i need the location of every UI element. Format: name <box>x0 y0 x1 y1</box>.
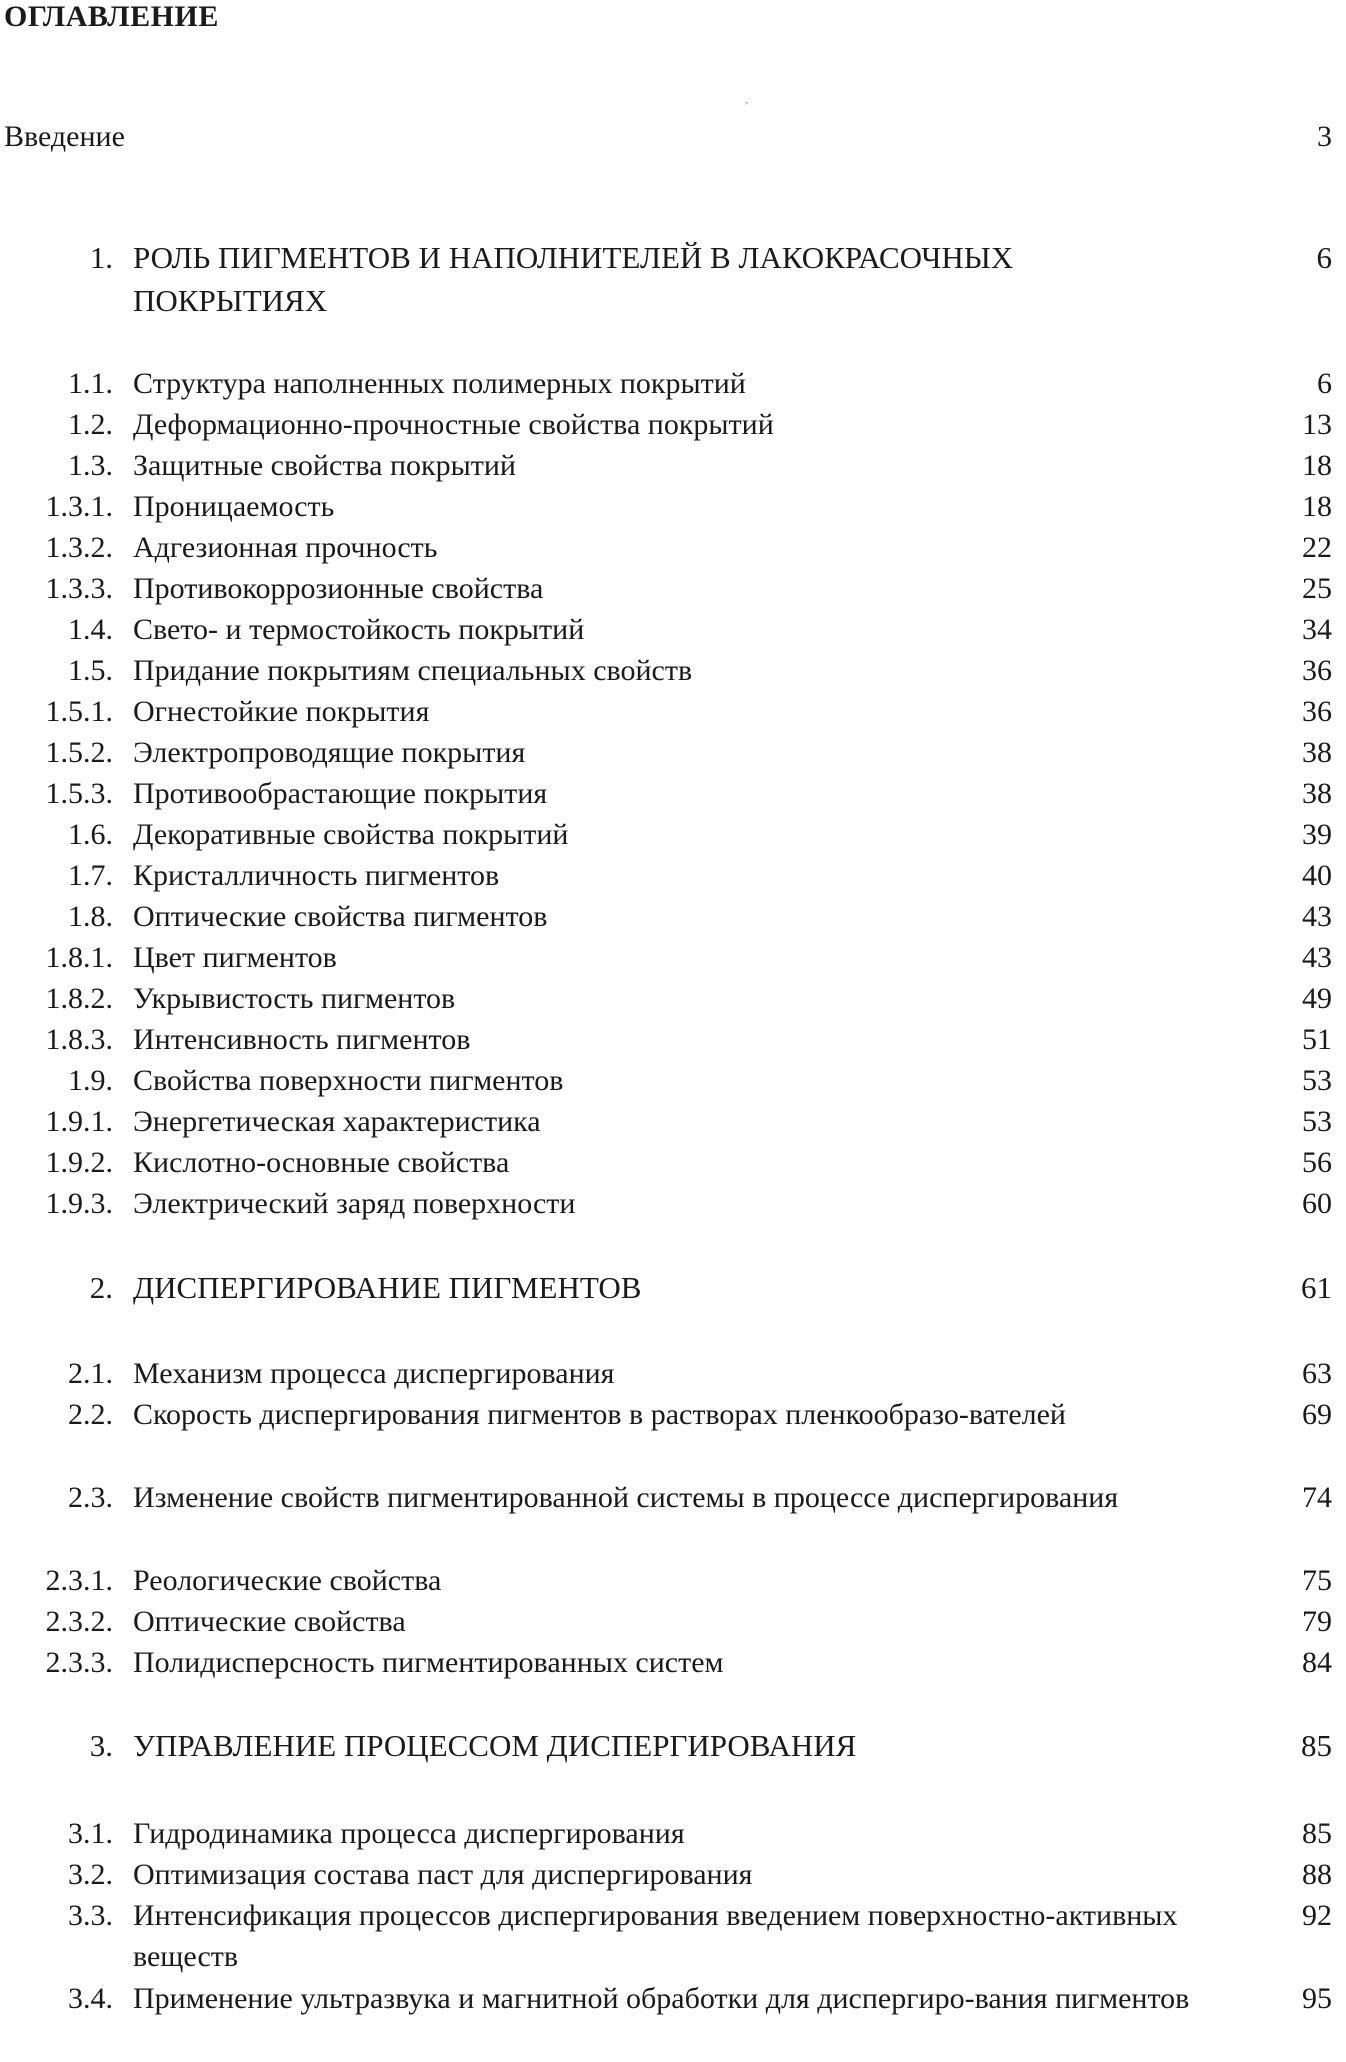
toc-entry-page: 53 <box>1302 1105 1332 1138</box>
toc-entry-page: 18 <box>1302 449 1332 482</box>
toc-entry-title: ДИСПЕРГИРОВАНИЕ ПИГМЕНТОВ <box>133 1270 642 1305</box>
toc-entry-page: 92 <box>1302 1899 1332 1932</box>
toc-entry-number: 1.8.1. <box>45 941 113 974</box>
toc-entry-number: 3.2. <box>68 1858 113 1891</box>
toc-entry-title: Цвет пигментов <box>133 941 337 974</box>
toc-entry-number: 1.2. <box>68 408 113 441</box>
toc-entry-title: Проницаемость <box>133 490 335 523</box>
toc-entry-title: УПРАВЛЕНИЕ ПРОЦЕССОМ ДИСПЕРГИРОВАНИЯ <box>133 1728 857 1763</box>
toc-entry-number: 2.1. <box>68 1357 113 1390</box>
toc-entry-title: Противокоррозионные свойства <box>133 572 544 605</box>
toc-entry-page: 36 <box>1302 654 1332 687</box>
toc-entry-page: 6 <box>1317 367 1332 400</box>
toc-entry-title: Полидисперсность пигментированных систем <box>133 1646 724 1679</box>
toc-entry-number: 1.7. <box>68 859 113 892</box>
toc-entry-page: 56 <box>1302 1146 1332 1179</box>
toc-entry-number: 1.8.2. <box>45 982 113 1015</box>
toc-entry-page: 69 <box>1302 1398 1332 1431</box>
page-title: ОГЛАВЛЕНИЕ <box>4 0 219 33</box>
toc-entry-title: Введение <box>4 120 125 153</box>
toc-entry-number: 3. <box>89 1728 113 1763</box>
toc-entry-title: Кислотно-основные свойства <box>133 1146 510 1179</box>
toc-entry-number: 1. <box>89 240 113 275</box>
toc-entry-page: 40 <box>1302 859 1332 892</box>
toc-entry-page: 60 <box>1302 1187 1332 1220</box>
toc-entry-number: 2.2. <box>68 1398 113 1431</box>
toc-entry-number: 1.9.3. <box>45 1187 113 1220</box>
toc-entry-number: 1.9.2. <box>45 1146 113 1179</box>
toc-entry-page: 74 <box>1302 1481 1332 1514</box>
toc-entry-number: 3.4. <box>68 1982 113 2015</box>
toc-entry-title: Оптические свойства пигментов <box>133 900 548 933</box>
toc-entry-number: 1.5.2. <box>45 736 113 769</box>
toc-entry-page: 6 <box>1316 240 1332 275</box>
toc-entry-title: Структура наполненных полимерных покрытий <box>133 367 746 400</box>
toc-entry-number: 1.6. <box>68 818 113 851</box>
toc-entry-title: Электрический заряд поверхности <box>133 1187 576 1220</box>
toc-entry-title: Свето- и термостойкость покрытий <box>133 613 585 646</box>
toc-entry-page: 79 <box>1302 1605 1332 1638</box>
toc-entry-title: Огнестойкие покрытия <box>133 695 430 728</box>
toc-entry-title: Оптимизация состава паст для диспергирования <box>133 1858 753 1891</box>
toc-entry-page: 22 <box>1302 531 1332 564</box>
toc-entry-number: 1.8. <box>68 900 113 933</box>
toc-entry-number: 1.9.1. <box>45 1105 113 1138</box>
toc-entry-title: Изменение свойств пигментированной системы в процессе диспергирования <box>133 1481 1119 1514</box>
toc-entry-title: Защитные свойства покрытий <box>133 449 516 482</box>
toc-entry-page: 43 <box>1302 900 1332 933</box>
toc-entry-number: 1.3. <box>68 449 113 482</box>
toc-entry-page: 61 <box>1301 1270 1332 1305</box>
toc-entry-number: 1.3.1. <box>45 490 113 523</box>
toc-entry-number: 1.5. <box>68 654 113 687</box>
toc-entry-title: Противообрастающие покрытия <box>133 777 548 810</box>
toc-entry-title: Применение ультразвука и магнитной обработки для диспергиро-вания пигментов <box>133 1982 1190 2015</box>
toc-entry-page: 13 <box>1302 408 1332 441</box>
toc-entry-title: Декоративные свойства покрытий <box>133 818 569 851</box>
toc-entry-title: Скорость диспергирования пигментов в растворах пленкообразо-вателей <box>133 1398 1066 1431</box>
toc-entry-number: 1.3.2. <box>45 531 113 564</box>
toc-entry-page: 75 <box>1302 1564 1332 1597</box>
toc-entry-number: 2.3.1. <box>45 1564 113 1597</box>
toc-entry-page: 63 <box>1302 1357 1332 1390</box>
toc-entry-title: Укрывистость пигментов <box>133 982 456 1015</box>
toc-entry-page: 51 <box>1302 1023 1332 1056</box>
toc-entry-number: 1.1. <box>68 367 113 400</box>
toc-entry-number: 2. <box>89 1270 113 1305</box>
toc-entry-title: Энергетическая характеристика <box>133 1105 541 1138</box>
toc-entry-title: РОЛЬ ПИГМЕНТОВ И НАПОЛНИТЕЛЕЙ В ЛАКОКРАСОЧНЫХ ПОКРЫТИЯХ <box>133 240 1014 318</box>
toc-entry-number: 1.9. <box>68 1064 113 1097</box>
toc-entry-page: 38 <box>1302 736 1332 769</box>
toc-entry-number: 3.3. <box>68 1899 113 1932</box>
toc-entry-number: 1.5.3. <box>45 777 113 810</box>
toc-entry-page: 85 <box>1301 1728 1332 1763</box>
toc-entry-number: 2.3.3. <box>45 1646 113 1679</box>
toc-entry-title: Кристалличность пигментов <box>133 859 500 892</box>
toc-entry-page: 95 <box>1302 1982 1332 2015</box>
toc-entry-title: Реологические свойства <box>133 1564 442 1597</box>
toc-entry-title: Адгезионная прочность <box>133 531 438 564</box>
toc-entry-title: Интенсификация процессов диспергирования введением поверхностно-активных веществ <box>133 1899 1178 1973</box>
toc-entry-page: 38 <box>1302 777 1332 810</box>
toc-entry-title: Деформационно-прочностные свойства покрытий <box>133 408 774 441</box>
toc-entry-number: 2.3. <box>68 1481 113 1514</box>
toc-entry-number: 1.3.3. <box>45 572 113 605</box>
toc-entry-page: 34 <box>1302 613 1332 646</box>
toc-entry-page: 53 <box>1302 1064 1332 1097</box>
toc-entry-number: 1.5.1. <box>45 695 113 728</box>
toc-entry-number: 2.3.2. <box>45 1605 113 1638</box>
toc-entry-page: 18 <box>1302 490 1332 523</box>
toc-entry-title: Электропроводящие покрытия <box>133 736 526 769</box>
scan-speck: ˊ <box>744 100 750 117</box>
toc-entry-page: 88 <box>1302 1858 1332 1891</box>
toc-entry-page: 85 <box>1302 1817 1332 1850</box>
toc-entry-title: Интенсивность пигментов <box>133 1023 471 1056</box>
toc-entry-page: 84 <box>1302 1646 1332 1679</box>
toc-entry-title: Оптические свойства <box>133 1605 406 1638</box>
toc-entry-number: 1.8.3. <box>45 1023 113 1056</box>
toc-entry-number: 1.4. <box>68 613 113 646</box>
toc-entry-page: 3 <box>1317 120 1332 153</box>
toc-entry-page: 49 <box>1302 982 1332 1015</box>
toc-entry-number: 3.1. <box>68 1817 113 1850</box>
toc-entry-title: Свойства поверхности пигментов <box>133 1064 564 1097</box>
toc-entry-title: Гидродинамика процесса диспергирования <box>133 1817 685 1850</box>
toc-entry-page: 43 <box>1302 941 1332 974</box>
toc-entry-title: Придание покрытиям специальных свойств <box>133 654 693 687</box>
toc-entry-page: 39 <box>1302 818 1332 851</box>
toc-entry-page: 36 <box>1302 695 1332 728</box>
toc-entry-title: Механизм процесса диспергирования <box>133 1357 615 1390</box>
toc-entry-page: 25 <box>1302 572 1332 605</box>
